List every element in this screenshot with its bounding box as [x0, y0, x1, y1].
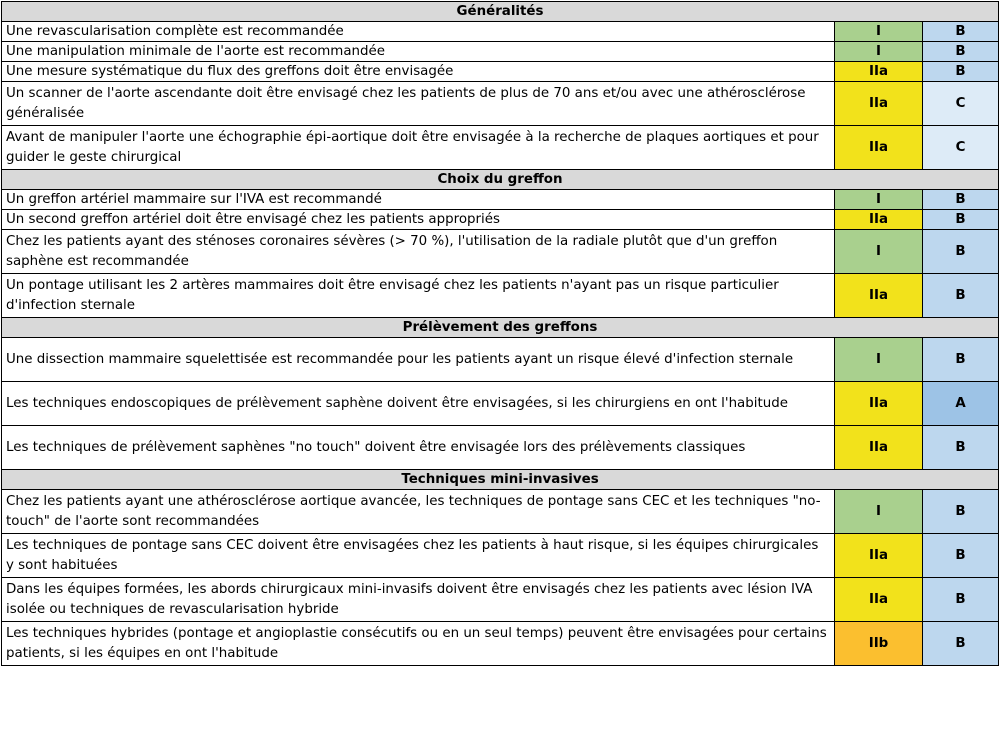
table-row — [2, 622, 999, 666]
recommendation-text: Les techniques endoscopiques de prélèvement saphène doivent être envisagées, si les chirurgiens en ont l'habitude — [2, 382, 835, 426]
table-row — [2, 490, 999, 534]
level-badge: B — [923, 426, 999, 470]
table-row — [2, 426, 999, 470]
class-badge: IIa — [835, 382, 923, 426]
table-row — [2, 338, 999, 382]
level-badge: B — [923, 622, 999, 666]
table-row — [2, 382, 999, 426]
table-row — [2, 22, 999, 42]
section-header-mini-invasives — [2, 470, 999, 490]
level-badge: B — [923, 22, 999, 42]
table-row — [2, 578, 999, 622]
class-badge: IIb — [835, 622, 923, 666]
level-badge: B — [923, 490, 999, 534]
level-badge: C — [923, 82, 999, 126]
level-badge: B — [923, 210, 999, 230]
section-title: Généralités — [2, 2, 999, 22]
table-row — [2, 274, 999, 318]
recommendation-text: Avant de manipuler l'aorte une échographie épi-aortique doit être envisagée à la recherche de plaques aortiques et pour guider le geste chirurgical — [2, 126, 835, 170]
recommendation-text: Une manipulation minimale de l'aorte est recommandée — [2, 42, 835, 62]
recommendation-text: Chez les patients ayant une athérosclérose aortique avancée, les techniques de pontage sans CEC et les techniques "no-touch" de l'aorte sont recommandées — [2, 490, 835, 534]
recommendation-text: Une mesure systématique du flux des greffons doit être envisagée — [2, 62, 835, 82]
table-row — [2, 230, 999, 274]
table-row — [2, 190, 999, 210]
recommendations-table — [1, 1, 999, 666]
recommendation-text: Un scanner de l'aorte ascendante doit être envisagé chez les patients de plus de 70 ans et/ou avec une athérosclérose généralisée — [2, 82, 835, 126]
recommendation-text: Un pontage utilisant les 2 artères mammaires doit être envisagé chez les patients n'ayant pas un risque particulier d'infection sternale — [2, 274, 835, 318]
recommendation-text: Une dissection mammaire squelettisée est recommandée pour les patients ayant un risque élevé d'infection sternale — [2, 338, 835, 382]
section-title: Techniques mini-invasives — [2, 470, 999, 490]
recommendation-text: Les techniques hybrides (pontage et angioplastie consécutifs ou en un seul temps) peuvent être envisagées pour certains patients, si les équipes en ont l'habitude — [2, 622, 835, 666]
level-badge: B — [923, 578, 999, 622]
recommendation-text: Un greffon artériel mammaire sur l'IVA est recommandé — [2, 190, 835, 210]
class-badge: I — [835, 190, 923, 210]
level-badge: B — [923, 42, 999, 62]
level-badge: B — [923, 230, 999, 274]
table-row — [2, 210, 999, 230]
class-badge: I — [835, 22, 923, 42]
level-badge: B — [923, 274, 999, 318]
level-badge: B — [923, 62, 999, 82]
level-badge: C — [923, 126, 999, 170]
recommendation-text: Les techniques de prélèvement saphènes "no touch" doivent être envisagée lors des prélèvements classiques — [2, 426, 835, 470]
table-row — [2, 534, 999, 578]
class-badge: I — [835, 42, 923, 62]
class-badge: IIa — [835, 274, 923, 318]
class-badge: I — [835, 490, 923, 534]
class-badge: IIa — [835, 534, 923, 578]
class-badge: IIa — [835, 62, 923, 82]
recommendation-text: Chez les patients ayant des sténoses coronaires sévères (> 70 %), l'utilisation de la radiale plutôt que d'un greffon saphène est recommandée — [2, 230, 835, 274]
section-header-choix-greffon — [2, 170, 999, 190]
section-title: Choix du greffon — [2, 170, 999, 190]
recommendation-text: Un second greffon artériel doit être envisagé chez les patients appropriés — [2, 210, 835, 230]
level-badge: B — [923, 338, 999, 382]
level-badge: B — [923, 190, 999, 210]
recommendation-text: Dans les équipes formées, les abords chirurgicaux mini-invasifs doivent être envisagés chez les patients avec lésion IVA isolée ou techniques de revascularisation hybride — [2, 578, 835, 622]
table-row — [2, 126, 999, 170]
level-badge: A — [923, 382, 999, 426]
class-badge: IIa — [835, 210, 923, 230]
level-badge: B — [923, 534, 999, 578]
class-badge: IIa — [835, 578, 923, 622]
class-badge: IIa — [835, 82, 923, 126]
table-row — [2, 42, 999, 62]
class-badge: I — [835, 230, 923, 274]
recommendation-text: Les techniques de pontage sans CEC doivent être envisagées chez les patients à haut risque, si les équipes chirurgicales y sont habituées — [2, 534, 835, 578]
class-badge: IIa — [835, 126, 923, 170]
section-title: Prélèvement des greffons — [2, 318, 999, 338]
recommendation-text: Une revascularisation complète est recommandée — [2, 22, 835, 42]
table-row — [2, 82, 999, 126]
table-row — [2, 62, 999, 82]
section-header-prelevement — [2, 318, 999, 338]
class-badge: IIa — [835, 426, 923, 470]
class-badge: I — [835, 338, 923, 382]
section-header-generalites — [2, 2, 999, 22]
